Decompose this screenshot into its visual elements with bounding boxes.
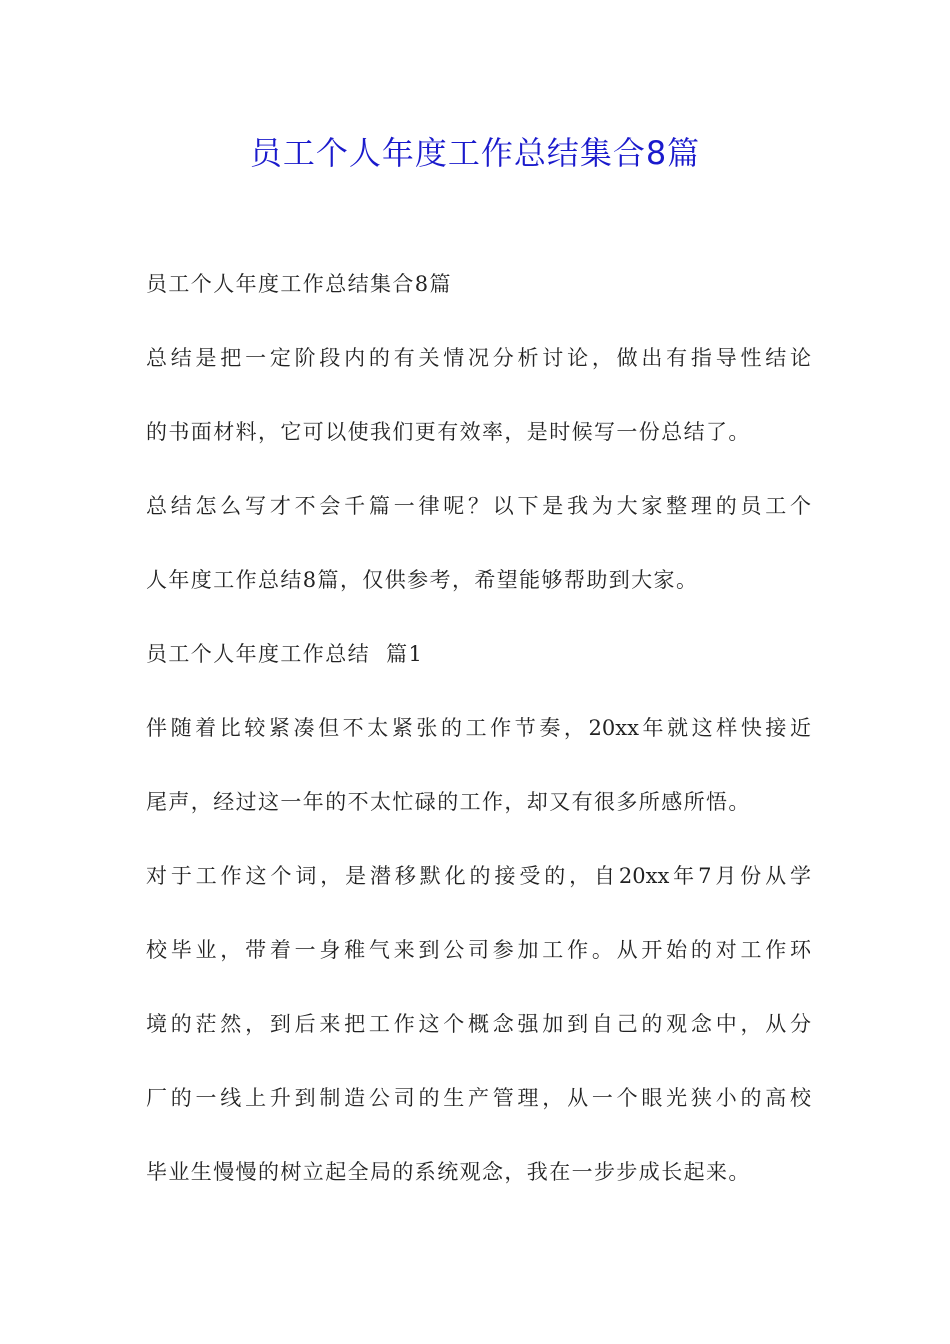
paragraph-line: 伴随着比较紧凑但不太紧张的工作节奏，20xx年就这样快接近 [146,716,811,740]
document-body [146,262,811,1224]
paragraph-line: 尾声，经过这一年的不太忙碌的工作，却又有很多所感所悟。 [146,790,751,814]
document-title: 员工个人年度工作总结集合8篇 [249,134,701,172]
paragraph-line: 境的茫然，到后来把工作这个概念强加到自己的观念中，从分 [146,1012,811,1036]
section-heading: 员工个人年度工作总结 篇1 [146,642,424,666]
paragraph-line: 的书面材料，它可以使我们更有效率，是时候写一份总结了。 [146,420,751,444]
subtitle-line: 员工个人年度工作总结集合8篇 [146,272,452,296]
paragraph-line: 总结怎么写才不会千篇一律呢？以下是我为大家整理的员工个 [146,494,811,518]
paragraph-line: 对于工作这个词，是潜移默化的接受的，自20xx年7月份从学 [146,864,811,888]
paragraph-line: 厂的一线上升到制造公司的生产管理，从一个眼光狭小的高校 [146,1086,811,1110]
paragraph-line: 人年度工作总结8篇，仅供参考，希望能够帮助到大家。 [146,568,699,592]
paragraph-line: 总结是把一定阶段内的有关情况分析讨论，做出有指导性结论 [146,346,811,370]
paragraph-line: 毕业生慢慢的树立起全局的系统观念，我在一步步成长起来。 [146,1160,751,1184]
paragraph-line: 校毕业，带着一身稚气来到公司参加工作。从开始的对工作环 [146,938,811,962]
